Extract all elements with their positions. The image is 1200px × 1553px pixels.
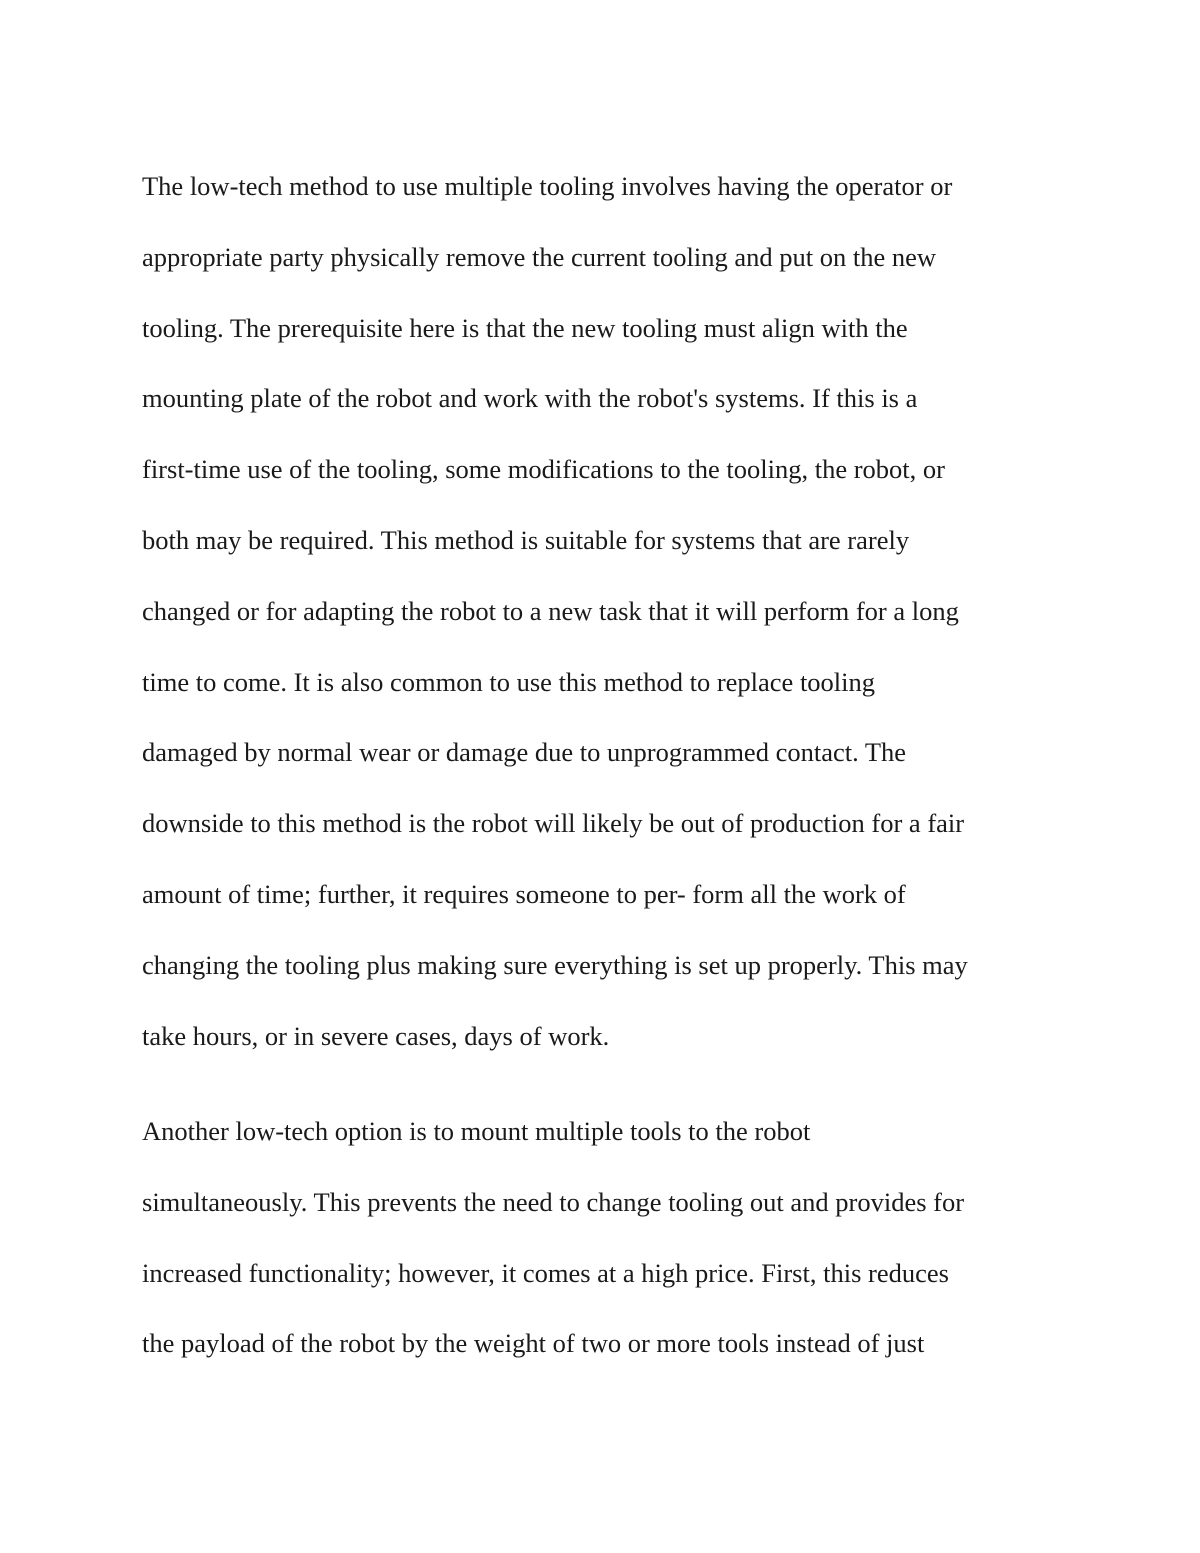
text-line: downside to this method is the robot will likely be out of production for a fair — [142, 808, 965, 839]
text-line: changed or for adapting the robot to a new task that it will perform for a long — [142, 595, 959, 626]
text-line: amount of time; further, it requires someone to per- form all the work of — [142, 878, 906, 909]
text-line: take hours, or in severe cases, days of work. — [142, 1020, 610, 1051]
text-line: appropriate party physically remove the current tooling and put on the new — [142, 241, 937, 272]
text-line: the payload of the robot by the weight of two or more tools instead of just — [142, 1328, 925, 1359]
text-line: both may be required. This method is suitable for systems that are rarely — [142, 524, 910, 555]
paragraph-tooling-change-method — [142, 151, 1082, 1071]
text-line: changing the tooling plus making sure everything is set up properly. This may — [142, 949, 968, 980]
text-line: first-time use of the tooling, some modifications to the tooling, the robot, or — [142, 454, 945, 485]
text-line: simultaneously. This prevents the need to change tooling out and provides for — [142, 1186, 965, 1217]
text-line: increased functionality; however, it comes at a high price. First, this reduces — [142, 1257, 949, 1288]
text-line: mounting plate of the robot and work with the robot's systems. If this is a — [142, 383, 918, 414]
text-line: time to come. It is also common to use this method to replace tooling — [142, 666, 876, 697]
text-line: damaged by normal wear or damage due to unprogrammed contact. The — [142, 737, 907, 768]
text-line: Another low-tech option is to mount multiple tools to the robot — [142, 1116, 811, 1146]
text-line: The low-tech method to use multiple tooling involves having the operator or — [142, 171, 953, 201]
text-line: tooling. The prerequisite here is that the new tooling must align with the — [142, 312, 908, 343]
paragraph-multiple-tools-option — [142, 1096, 1082, 1379]
